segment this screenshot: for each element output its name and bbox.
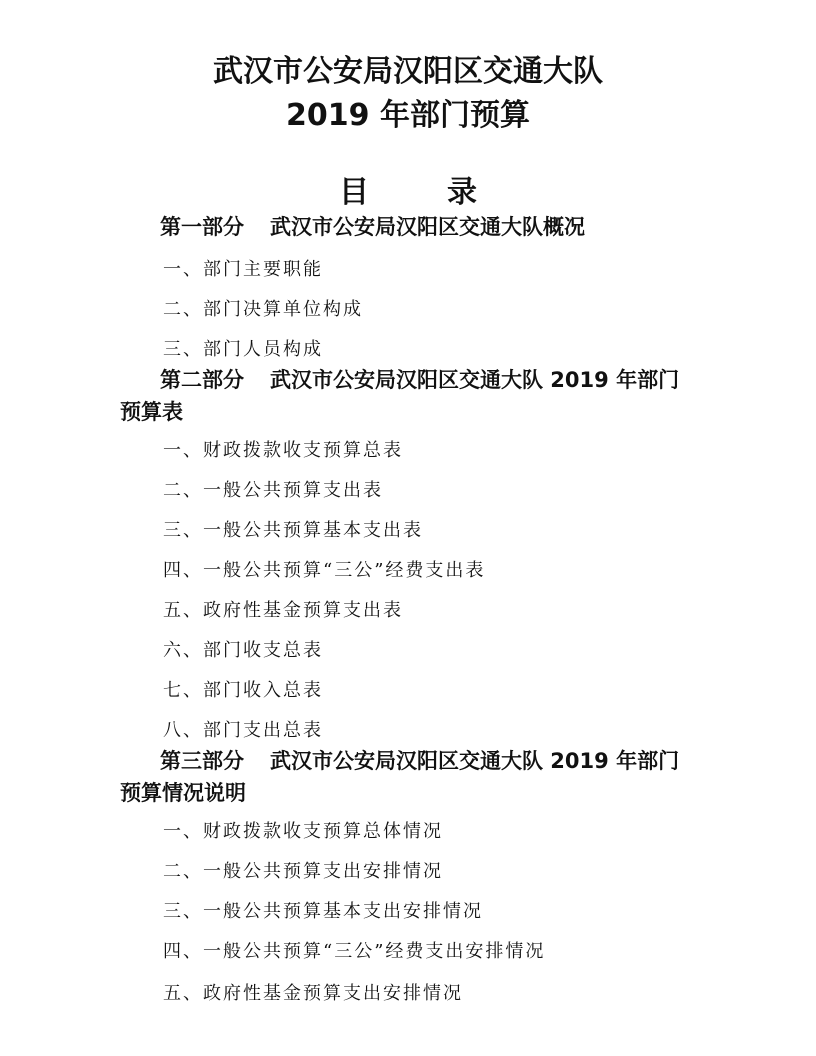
- part-label: 第三部分: [160, 749, 244, 773]
- document-title-line2: 2019 年部门预算: [286, 98, 530, 133]
- part-title: 武汉市公安局汉阳区交通大队 2019 年部门预算表: [120, 368, 680, 424]
- part-heading-3: [120, 745, 700, 809]
- toc-item: 二、一般公共预算支出表: [163, 480, 383, 501]
- toc-item: 一、财政拨款收支预算总体情况: [163, 821, 443, 842]
- part-heading-2: [120, 364, 700, 428]
- toc-item: 三、部门人员构成: [163, 339, 323, 360]
- toc-item: 二、一般公共预算支出安排情况: [163, 861, 443, 882]
- toc-item: 五、政府性基金预算支出安排情况: [163, 983, 463, 1004]
- part-title: 武汉市公安局汉阳区交通大队概况: [270, 215, 585, 239]
- toc-item: 四、一般公共预算“三公”经费支出表: [163, 560, 486, 581]
- toc-item: 八、部门支出总表: [163, 720, 323, 741]
- toc-heading: 目录: [339, 175, 555, 210]
- toc-item: 二、部门决算单位构成: [163, 299, 363, 320]
- toc-item: 五、政府性基金预算支出表: [163, 600, 403, 621]
- toc-item: 一、财政拨款收支预算总表: [163, 440, 403, 461]
- toc-item: 四、一般公共预算“三公”经费支出安排情况: [163, 941, 546, 962]
- part-heading-1: [120, 211, 700, 243]
- part-title: 武汉市公安局汉阳区交通大队 2019 年部门预算情况说明: [120, 749, 680, 805]
- toc-item: 三、一般公共预算基本支出表: [163, 520, 423, 541]
- toc-item: 一、部门主要职能: [163, 259, 323, 280]
- toc-item: 七、部门收入总表: [163, 680, 323, 701]
- toc-item: 六、部门收支总表: [163, 640, 323, 661]
- part-label: 第二部分: [160, 368, 244, 392]
- part-label: 第一部分: [160, 215, 244, 239]
- document-title-line1: 武汉市公安局汉阳区交通大队: [213, 54, 603, 89]
- toc-item: 三、一般公共预算基本支出安排情况: [163, 901, 483, 922]
